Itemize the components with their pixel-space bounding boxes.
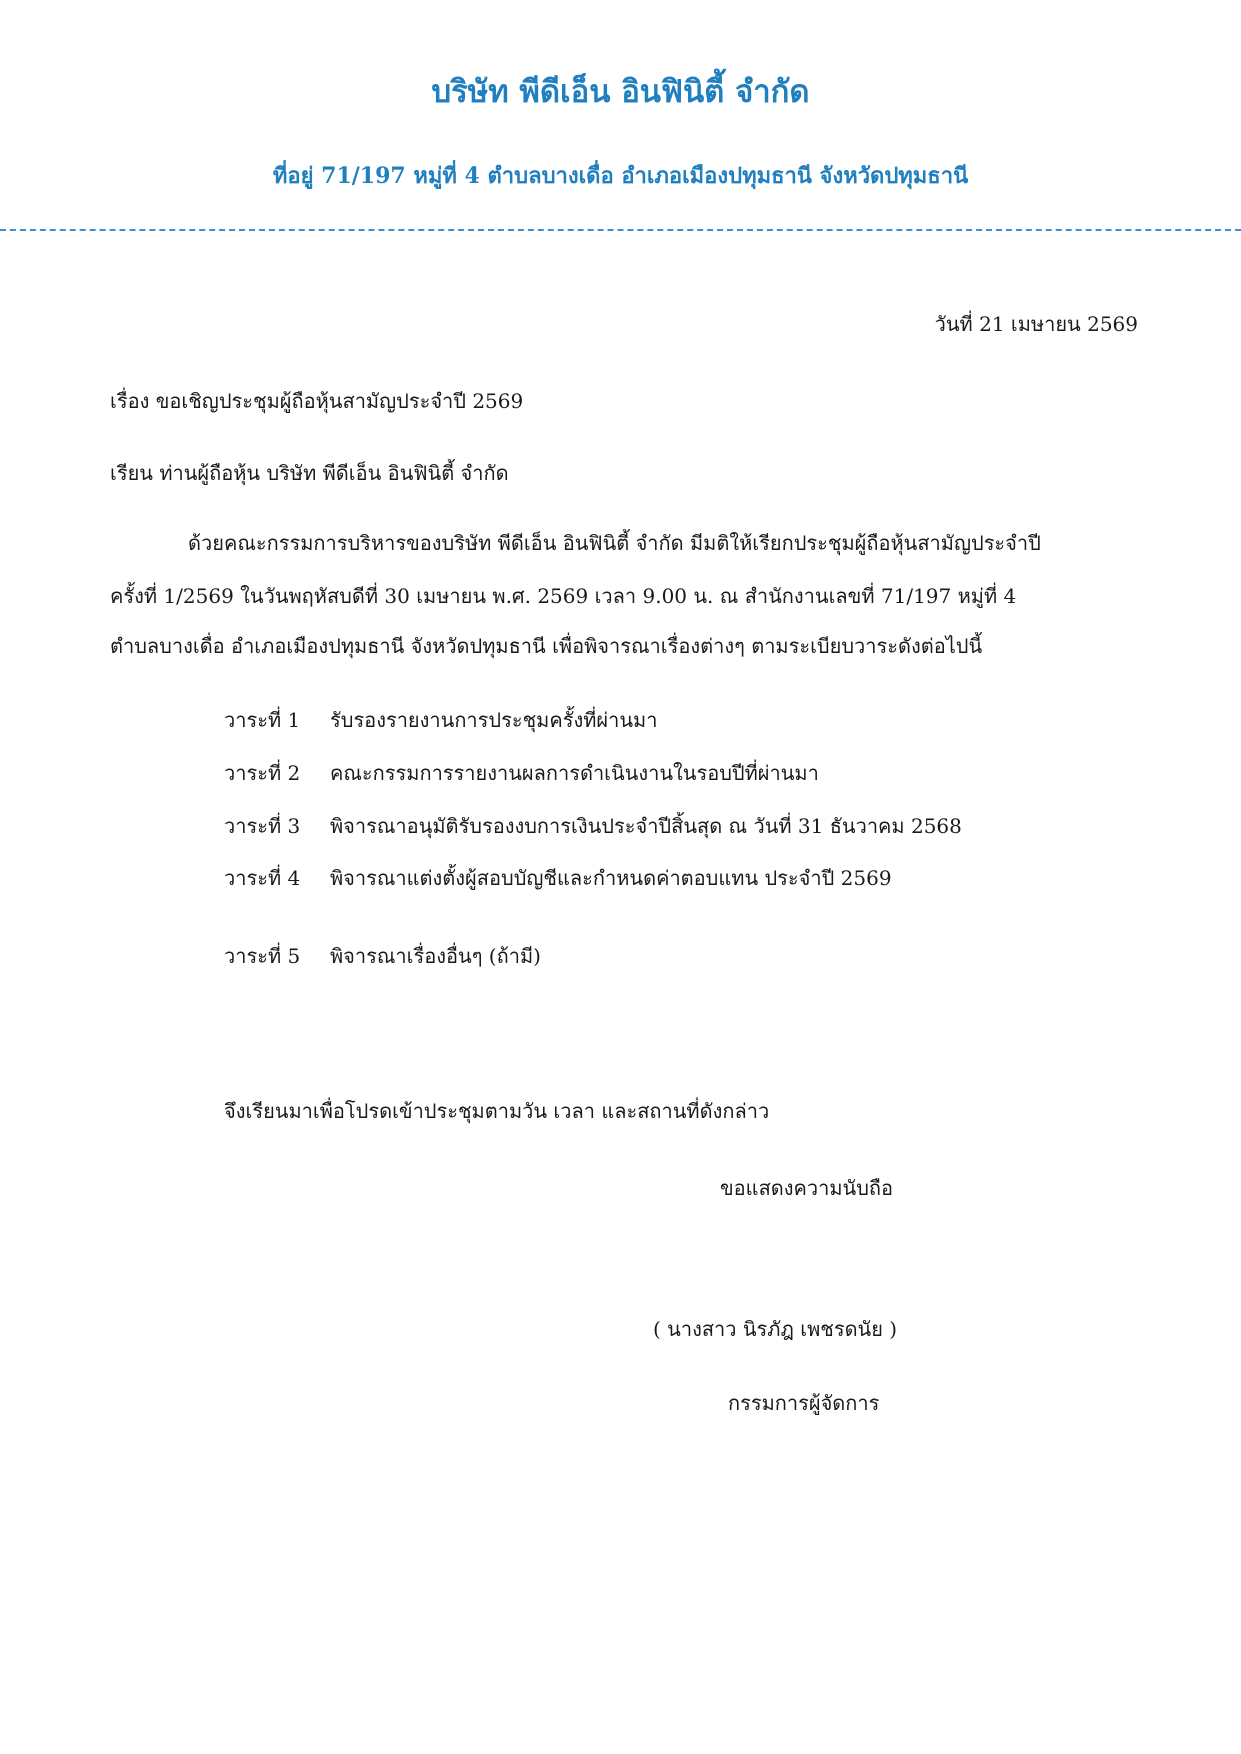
body-line: ครั้งที่ 1/2569 ในวันพฤหัสบดีที่ 30 เมษายน พ.ศ. 2569 เวลา 9.00 น. ณ สำนักงานเลขที่ 71/197 หมู่ที่ 4	[110, 584, 1017, 608]
agenda-number: วาระที่ 5	[224, 944, 301, 968]
signer-title: กรรมการผู้จัดการ	[728, 1391, 880, 1415]
agenda-number: วาระที่ 4	[224, 866, 301, 890]
company-address: ที่อยู่ 71/197 หมู่ที่ 4 ตำบลบางเดื่อ อำเภอเมืองปทุมธานี จังหวัดปทุมธานี	[272, 163, 969, 189]
agenda-text: คณะกรรมการรายงานผลการดำเนินงานในรอบปีที่ผ่านมา	[330, 761, 819, 785]
letter-recipient: เรียน ท่านผู้ถือหุ้น บริษัท พีดีเอ็น อินฟินิตี้ จำกัด	[110, 461, 509, 485]
letter-date: วันที่ 21 เมษายน 2569	[934, 312, 1138, 336]
agenda-text: พิจารณาอนุมัติรับรองงบการเงินประจำปีสิ้นสุด ณ วันที่ 31 ธันวาคม 2568	[330, 814, 962, 838]
regards-line: ขอแสดงความนับถือ	[720, 1176, 894, 1200]
body-line: ด้วยคณะกรรมการบริหารของบริษัท พีดีเอ็น อินฟินิตี้ จำกัด มีมติให้เรียกประชุมผู้ถือหุ้นสามัญประจำปี	[188, 531, 1041, 555]
body-line: ตำบลบางเดื่อ อำเภอเมืองปทุมธานี จังหวัดปทุมธานี เพื่อพิจารณาเรื่องต่างๆ ตามระเบียบวาระดังต่อไปนี้	[110, 634, 983, 658]
agenda-number: วาระที่ 3	[224, 814, 301, 838]
company-name: บริษัท พีดีเอ็น อินฟินิตี้ จำกัด	[431, 74, 810, 110]
agenda-text: พิจารณาแต่งตั้งผู้สอบบัญชีและกำหนดค่าตอบแทน ประจำปี 2569	[330, 866, 892, 890]
agenda-number: วาระที่ 2	[224, 761, 301, 785]
agenda-text: พิจารณาเรื่องอื่นๆ (ถ้ามี)	[330, 944, 541, 968]
letter-subject: เรื่อง ขอเชิญประชุมผู้ถือหุ้นสามัญประจำปี 2569	[110, 389, 524, 413]
agenda-number: วาระที่ 1	[224, 708, 301, 732]
agenda-text: รับรองรายงานการประชุมครั้งที่ผ่านมา	[330, 708, 658, 732]
closing-line: จึงเรียนมาเพื่อโปรดเข้าประชุมตามวัน เวลา และสถานที่ดังกล่าว	[224, 1099, 770, 1123]
header-divider	[0, 229, 1241, 231]
signer-name: ( นางสาว นิรภัฎ เพชรดนัย )	[653, 1317, 898, 1341]
